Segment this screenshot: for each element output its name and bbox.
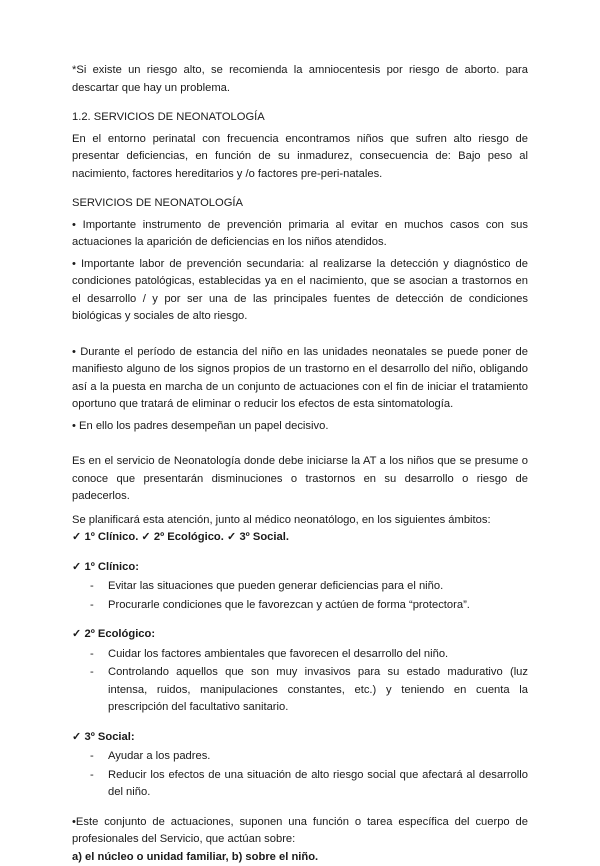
at-paragraph: Es en el servicio de Neonatología donde debe iniciarse la AT a los niños que se presume o conoce que presentarán disminuciones o trastornos en su desarrollo o riesgo de padecerlos. [72, 453, 528, 506]
bullet-paragraph: • Importante labor de prevención secundaria: al realizarse la detección y diagnóstico de condiciones patológicas, establecidas ya en el nacimiento, que se asocian a trastornos en el desarrollo / y por ser una de las principales fuentes de detección de condiciones biológicas y sociales de alto riesgo. [72, 256, 528, 326]
section-title: 1.2. SERVICIOS DE NEONATOLOGÍA [72, 109, 528, 127]
final-bold-line: a) el núcleo o unidad familiar, b) sobre el niño. [72, 849, 528, 866]
document-page [72, 62, 528, 866]
bullet-paragraph: • Importante instrumento de prevención primaria al evitar en muchos casos con sus actuaciones la aparición de deficiencias en los niños atendidos. [72, 217, 528, 252]
list-item: - Reducir los efectos de una situación de alto riesgo social que afectará al desarrollo del niño. [72, 767, 528, 802]
ambitos-summary: ✓ 1º Clínico. ✓ 2º Ecológico. ✓ 3º Social. [72, 529, 528, 547]
dash-marker: - [90, 664, 94, 682]
list-item: - Ayudar a los padres. [72, 748, 528, 766]
dash-marker: - [90, 748, 94, 766]
list-item: - Controlando aquellos que son muy invasivos para su estado madurativo (luz intensa, ruidos, manipulaciones constantes, etc.) y teniendo en cuenta la prescripción del facultativo sanitario. [72, 664, 528, 717]
list-item: - Evitar las situaciones que pueden generar deficiencias para el niño. [72, 578, 528, 596]
dash-marker: - [90, 646, 94, 664]
section-paragraph: En el entorno perinatal con frecuencia encontramos niños que sufren alto riesgo de presentar deficiencias, en función de su inmadurez, consecuencia de: Bajo peso al nacimiento, factores hereditarios y /o factores pre-peri-natales. [72, 131, 528, 184]
list-item: - Cuidar los factores ambientales que favorecen el desarrollo del niño. [72, 646, 528, 664]
planning-paragraph: Se planificará esta atención, junto al médico neonatólogo, en los siguientes ámbitos: [72, 512, 528, 530]
clinico-list [72, 578, 528, 614]
bullet-paragraph: • En ello los padres desempeñan un papel decisivo. [72, 418, 528, 436]
bullet-paragraph: • Durante el período de estancia del niño en las unidades neonatales se puede poner de manifiesto alguno de los signos propios de un trastorno en el desarrollo del niño, obligando así a la puesta en marcha de un conjunto de actuaciones con el fin de iniciar el tratamiento oportuno que tratará de eliminar o reducir los efectos de esta sintomatología. [72, 344, 528, 414]
list-item: - Procurarle condiciones que le favorezcan y actúen de forma “protectora”. [72, 597, 528, 615]
dash-marker: - [90, 578, 94, 596]
intro-paragraph: *Si existe un riesgo alto, se recomienda la amniocentesis por riesgo de aborto. para descartar que hay un problema. [72, 62, 528, 97]
dash-marker: - [90, 767, 94, 785]
final-paragraph: •Este conjunto de actuaciones, suponen una función o tarea específica del cuerpo de profesionales del Servicio, que actúan sobre: [72, 814, 528, 849]
dash-marker: - [90, 597, 94, 615]
clinico-title: ✓ 1º Clínico: [72, 559, 528, 577]
social-title: ✓ 3º Social: [72, 729, 528, 747]
social-list [72, 748, 528, 802]
sub-title: SERVICIOS DE NEONATOLOGÍA [72, 195, 528, 213]
ecologico-title: ✓ 2º Ecológico: [72, 626, 528, 644]
ecologico-list [72, 646, 528, 717]
